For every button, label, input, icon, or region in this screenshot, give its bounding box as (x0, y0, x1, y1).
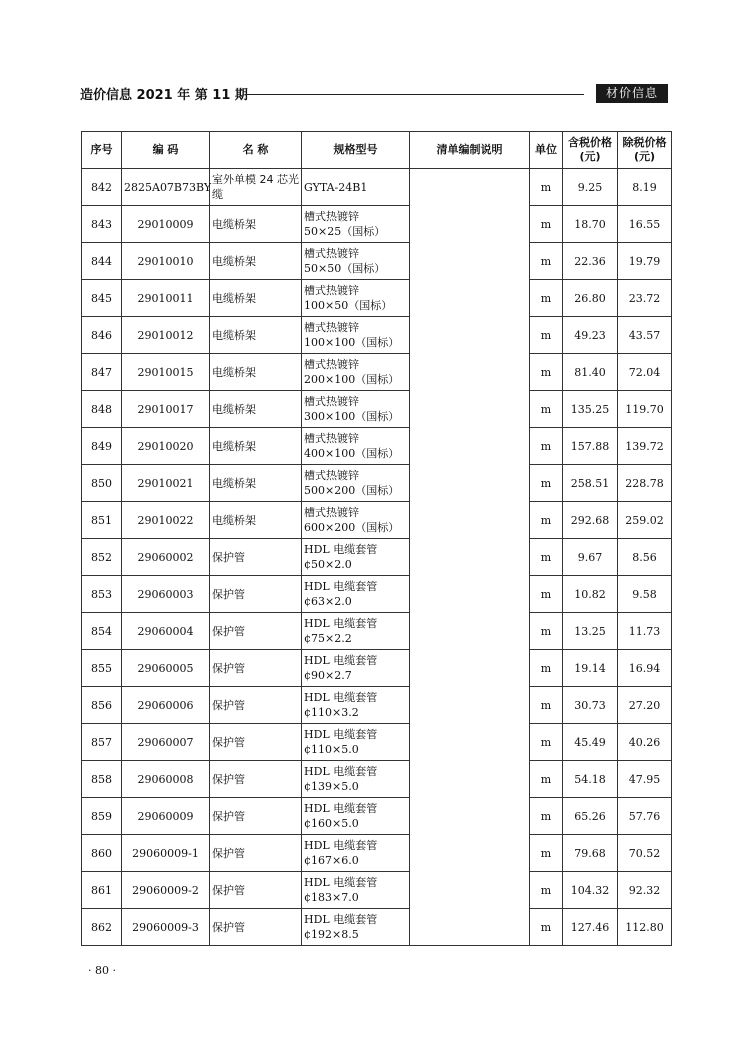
table-row (82, 428, 672, 465)
cell-unit: m (530, 243, 563, 280)
cell-code: 29060009-1 (122, 835, 210, 872)
spec-line-2: ¢139×5.0 (304, 780, 359, 793)
column-header-unit: 单位 (530, 132, 563, 169)
cell-spec (302, 613, 410, 650)
spec-line-1: 槽式热镀锌 (304, 469, 359, 482)
cell-price-tax: 9.67 (563, 539, 618, 576)
table-row (82, 243, 672, 280)
cell-unit: m (530, 465, 563, 502)
page-header (80, 84, 668, 104)
cell-no: 842 (82, 169, 122, 206)
cell-spec (302, 391, 410, 428)
spec-line-1: HDL 电缆套管 (304, 691, 378, 704)
spec-line-2: ¢110×5.0 (304, 743, 359, 756)
cell-code: 29060005 (122, 650, 210, 687)
cell-price-tax: 13.25 (563, 613, 618, 650)
cell-price-notax: 43.57 (618, 317, 672, 354)
spec-line-2: ¢75×2.2 (304, 632, 352, 645)
spec-line-1: 槽式热镀锌 (304, 395, 359, 408)
cell-code: 29010010 (122, 243, 210, 280)
cell-price-tax: 22.36 (563, 243, 618, 280)
cell-unit: m (530, 650, 563, 687)
cell-spec (302, 428, 410, 465)
cell-spec (302, 317, 410, 354)
cell-unit: m (530, 280, 563, 317)
cell-unit: m (530, 724, 563, 761)
table-row (82, 909, 672, 946)
table-row (82, 354, 672, 391)
cell-code: 29060009-3 (122, 909, 210, 946)
cell-no: 853 (82, 576, 122, 613)
column-header-price-notax: 除税价格(元) (618, 132, 672, 169)
cell-code: 29010022 (122, 502, 210, 539)
cell-name: 保护管 (210, 909, 302, 946)
column-header-name: 名 称 (210, 132, 302, 169)
cell-price-tax: 18.70 (563, 206, 618, 243)
cell-name: 保护管 (210, 835, 302, 872)
cell-price-tax: 81.40 (563, 354, 618, 391)
spec-line-2: 300×100（国标） (304, 410, 400, 423)
cell-name: 电缆桥架 (210, 465, 302, 502)
cell-price-notax: 19.79 (618, 243, 672, 280)
spec-line-2: 100×50（国标） (304, 299, 393, 312)
cell-spec (302, 724, 410, 761)
table-row (82, 687, 672, 724)
cell-price-tax: 54.18 (563, 761, 618, 798)
cell-unit: m (530, 428, 563, 465)
cell-unit: m (530, 502, 563, 539)
spec-line-1: HDL 电缆套管 (304, 802, 378, 815)
cell-price-notax: 11.73 (618, 613, 672, 650)
cell-price-tax: 79.68 (563, 835, 618, 872)
cell-spec (302, 280, 410, 317)
header-rule (245, 94, 584, 95)
spec-line-1: HDL 电缆套管 (304, 543, 378, 556)
cell-name: 保护管 (210, 798, 302, 835)
cell-name: 保护管 (210, 761, 302, 798)
cell-price-notax: 228.78 (618, 465, 672, 502)
cell-price-notax: 9.58 (618, 576, 672, 613)
cell-no: 843 (82, 206, 122, 243)
cell-no: 860 (82, 835, 122, 872)
table-row (82, 798, 672, 835)
cell-code: 29060003 (122, 576, 210, 613)
cell-spec (302, 650, 410, 687)
table-row (82, 650, 672, 687)
table-row (82, 169, 672, 206)
cell-price-notax: 70.52 (618, 835, 672, 872)
cell-unit: m (530, 169, 563, 206)
cell-price-notax: 8.56 (618, 539, 672, 576)
cell-price-notax: 16.94 (618, 650, 672, 687)
cell-name: 电缆桥架 (210, 280, 302, 317)
cell-price-tax: 30.73 (563, 687, 618, 724)
cell-no: 846 (82, 317, 122, 354)
publication-title: 造价信息 2021 年 第 11 期 (80, 88, 248, 103)
cell-unit: m (530, 391, 563, 428)
cell-price-notax: 57.76 (618, 798, 672, 835)
cell-no: 855 (82, 650, 122, 687)
cell-code: 29060004 (122, 613, 210, 650)
spec-line-1: HDL 电缆套管 (304, 728, 378, 741)
cell-unit: m (530, 354, 563, 391)
cell-name: 电缆桥架 (210, 354, 302, 391)
cell-name: 保护管 (210, 687, 302, 724)
cell-code: 29060009 (122, 798, 210, 835)
cell-no: 854 (82, 613, 122, 650)
cell-no: 861 (82, 872, 122, 909)
cell-no: 857 (82, 724, 122, 761)
table-row (82, 724, 672, 761)
cell-unit: m (530, 539, 563, 576)
cell-price-tax: 9.25 (563, 169, 618, 206)
cell-price-tax: 10.82 (563, 576, 618, 613)
cell-name: 室外单模 24 芯光缆 (210, 169, 302, 206)
spec-line-2: ¢63×2.0 (304, 595, 352, 608)
table-row (82, 576, 672, 613)
spec-line-2: ¢50×2.0 (304, 558, 352, 571)
cell-price-notax: 112.80 (618, 909, 672, 946)
cell-price-notax: 139.72 (618, 428, 672, 465)
cell-no: 850 (82, 465, 122, 502)
cell-no: 849 (82, 428, 122, 465)
cell-price-tax: 49.23 (563, 317, 618, 354)
cell-price-notax: 40.26 (618, 724, 672, 761)
cell-spec (302, 206, 410, 243)
cell-name: 电缆桥架 (210, 428, 302, 465)
cell-code: 29010009 (122, 206, 210, 243)
cell-price-tax: 292.68 (563, 502, 618, 539)
cell-spec (302, 835, 410, 872)
spec-line-1: 槽式热镀锌 (304, 321, 359, 334)
spec-line-1: HDL 电缆套管 (304, 839, 378, 852)
cell-unit: m (530, 798, 563, 835)
cell-price-tax: 157.88 (563, 428, 618, 465)
cell-spec (302, 539, 410, 576)
cell-price-tax: 65.26 (563, 798, 618, 835)
spec-line-1: 槽式热镀锌 (304, 432, 359, 445)
cell-unit: m (530, 576, 563, 613)
cell-unit: m (530, 909, 563, 946)
cell-unit: m (530, 761, 563, 798)
spec-line-2: ¢110×3.2 (304, 706, 359, 719)
cell-name: 电缆桥架 (210, 206, 302, 243)
table-row (82, 502, 672, 539)
cell-spec (302, 243, 410, 280)
cell-code: 29060007 (122, 724, 210, 761)
cell-name: 保护管 (210, 872, 302, 909)
cell-spec (302, 465, 410, 502)
table-row (82, 835, 672, 872)
cell-price-tax: 19.14 (563, 650, 618, 687)
spec-line-1: 槽式热镀锌 (304, 358, 359, 371)
cell-code: 29060002 (122, 539, 210, 576)
cell-price-tax: 104.32 (563, 872, 618, 909)
cell-name: 电缆桥架 (210, 317, 302, 354)
table-row (82, 539, 672, 576)
cell-name: 电缆桥架 (210, 502, 302, 539)
spec-line-2: 100×100（国标） (304, 336, 400, 349)
cell-name: 保护管 (210, 613, 302, 650)
cell-name: 电缆桥架 (210, 243, 302, 280)
spec-line-1: HDL 电缆套管 (304, 913, 378, 926)
cell-code: 29010011 (122, 280, 210, 317)
cell-price-notax: 119.70 (618, 391, 672, 428)
cell-spec (302, 502, 410, 539)
cell-no: 844 (82, 243, 122, 280)
spec-line-2: 400×100（国标） (304, 447, 400, 460)
cell-spec (302, 798, 410, 835)
spec-line-2: ¢183×7.0 (304, 891, 359, 904)
cell-price-tax: 135.25 (563, 391, 618, 428)
cell-spec (302, 576, 410, 613)
cell-spec (302, 354, 410, 391)
cell-price-notax: 47.95 (618, 761, 672, 798)
cell-code: 29060009-2 (122, 872, 210, 909)
spec-line-2: ¢160×5.0 (304, 817, 359, 830)
spec-line-2: 50×25（国标） (304, 225, 386, 238)
cell-price-notax: 23.72 (618, 280, 672, 317)
cell-unit: m (530, 613, 563, 650)
cell-spec (302, 687, 410, 724)
spec-line-1: HDL 电缆套管 (304, 654, 378, 667)
cell-no: 848 (82, 391, 122, 428)
section-tag: 材价信息 (596, 84, 668, 103)
table-header-row (82, 132, 672, 169)
column-header-code: 编 码 (122, 132, 210, 169)
cell-price-notax: 27.20 (618, 687, 672, 724)
cell-price-tax: 26.80 (563, 280, 618, 317)
spec-line-2: ¢167×6.0 (304, 854, 359, 867)
cell-code: 29010017 (122, 391, 210, 428)
page-number: · 80 · (88, 964, 116, 977)
spec-line-1: 槽式热镀锌 (304, 506, 359, 519)
spec-line-1: HDL 电缆套管 (304, 876, 378, 889)
cell-no: 845 (82, 280, 122, 317)
spec-line-2: ¢192×8.5 (304, 928, 359, 941)
cell-unit: m (530, 835, 563, 872)
cell-unit: m (530, 317, 563, 354)
cell-no: 858 (82, 761, 122, 798)
cell-no: 847 (82, 354, 122, 391)
cell-name: 保护管 (210, 576, 302, 613)
cell-notes (410, 169, 530, 946)
table-row (82, 280, 672, 317)
cell-code: 29060006 (122, 687, 210, 724)
spec-line-2: 600×200（国标） (304, 521, 400, 534)
cell-price-notax: 16.55 (618, 206, 672, 243)
cell-name: 保护管 (210, 650, 302, 687)
cell-code: 29010020 (122, 428, 210, 465)
cell-code: 29010012 (122, 317, 210, 354)
table-body (82, 169, 672, 946)
cell-no: 859 (82, 798, 122, 835)
column-header-price-tax: 含税价格(元) (563, 132, 618, 169)
spec-line-1: 槽式热镀锌 (304, 284, 359, 297)
cell-price-tax: 258.51 (563, 465, 618, 502)
cell-code: 2825A07B73BY (122, 169, 210, 206)
cell-no: 851 (82, 502, 122, 539)
spec-line-2: 500×200（国标） (304, 484, 400, 497)
cell-name: 保护管 (210, 539, 302, 576)
cell-price-tax: 127.46 (563, 909, 618, 946)
table-row (82, 761, 672, 798)
table-row (82, 465, 672, 502)
table-row (82, 391, 672, 428)
cell-unit: m (530, 206, 563, 243)
spec-line-1: GYTA-24B1 (304, 180, 368, 194)
spec-line-2: 200×100（国标） (304, 373, 400, 386)
cell-price-tax: 45.49 (563, 724, 618, 761)
cell-spec (302, 872, 410, 909)
cell-price-notax: 92.32 (618, 872, 672, 909)
cell-spec (302, 761, 410, 798)
cell-code: 29010021 (122, 465, 210, 502)
cell-name: 保护管 (210, 724, 302, 761)
price-table (81, 131, 672, 946)
column-header-notes: 清单编制说明 (410, 132, 530, 169)
cell-no: 862 (82, 909, 122, 946)
spec-line-1: HDL 电缆套管 (304, 617, 378, 630)
cell-spec (302, 909, 410, 946)
cell-no: 852 (82, 539, 122, 576)
cell-unit: m (530, 687, 563, 724)
cell-code: 29060008 (122, 761, 210, 798)
table-row (82, 206, 672, 243)
spec-line-1: 槽式热镀锌 (304, 247, 359, 260)
column-header-no: 序号 (82, 132, 122, 169)
spec-line-1: HDL 电缆套管 (304, 580, 378, 593)
cell-price-notax: 72.04 (618, 354, 672, 391)
cell-name: 电缆桥架 (210, 391, 302, 428)
cell-price-notax: 259.02 (618, 502, 672, 539)
spec-line-1: 槽式热镀锌 (304, 210, 359, 223)
cell-unit: m (530, 872, 563, 909)
spec-line-2: 50×50（国标） (304, 262, 386, 275)
table-row (82, 317, 672, 354)
table-row (82, 613, 672, 650)
cell-no: 856 (82, 687, 122, 724)
cell-price-notax: 8.19 (618, 169, 672, 206)
cell-code: 29010015 (122, 354, 210, 391)
table-row (82, 872, 672, 909)
spec-line-1: HDL 电缆套管 (304, 765, 378, 778)
column-header-spec: 规格型号 (302, 132, 410, 169)
cell-spec (302, 169, 410, 206)
spec-line-2: ¢90×2.7 (304, 669, 352, 682)
